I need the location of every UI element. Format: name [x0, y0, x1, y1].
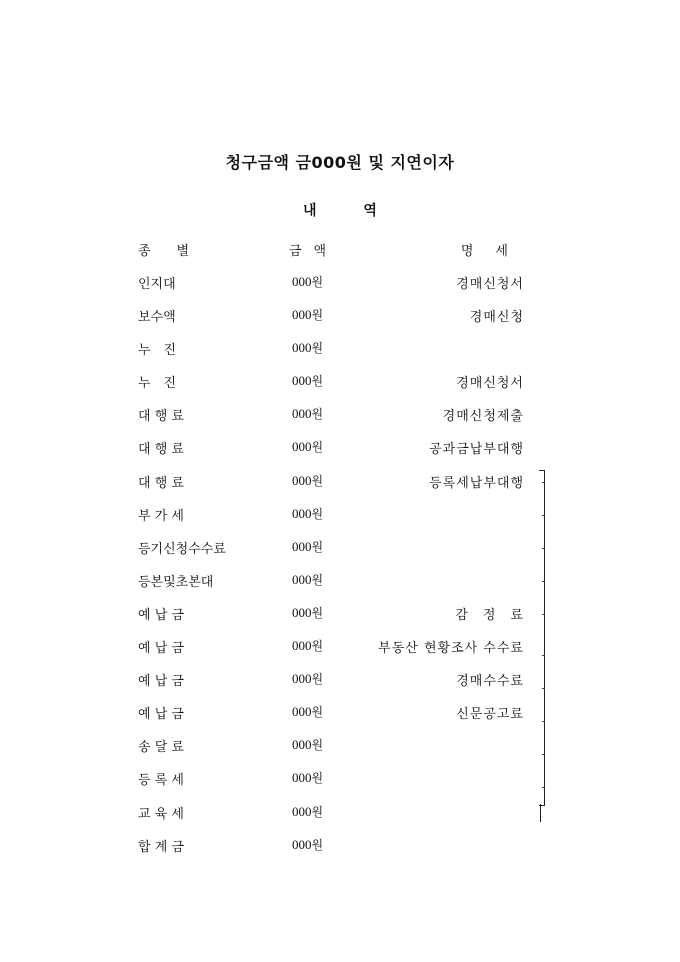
row-category: 예 납 금 [138, 607, 184, 623]
row-amount-value: 000 [292, 406, 312, 422]
bracket-tick [542, 515, 545, 516]
row-category: 송 달 료 [138, 740, 184, 756]
row-detail: 경매신청제출 [442, 409, 524, 425]
row-category: 예 납 금 [138, 641, 184, 657]
table-row [0, 372, 680, 405]
row-category: 교 육 세 [138, 806, 184, 822]
row-amount [292, 372, 323, 389]
row-amount-unit: 원 [311, 407, 324, 422]
row-amount [292, 472, 323, 489]
row-amount-unit: 원 [311, 771, 324, 786]
table-row [0, 637, 680, 670]
row-amount [292, 273, 323, 290]
row-category: 예 납 금 [138, 707, 184, 723]
row-category: 부 가 세 [138, 508, 184, 524]
row-category: 인지대 [138, 277, 176, 292]
row-amount-unit: 원 [311, 705, 324, 720]
row-amount-unit: 원 [311, 572, 324, 587]
table-row [0, 472, 680, 505]
row-category: 대 행 료 [138, 442, 184, 458]
row-amount-value: 000 [292, 307, 312, 323]
row-amount [292, 438, 323, 455]
row-detail: 감 정 료 [455, 607, 524, 623]
row-amount-unit: 원 [311, 738, 324, 753]
header-category: 종별 [138, 244, 216, 259]
row-amount-value: 000 [292, 638, 312, 654]
row-amount-value: 000 [292, 340, 312, 356]
table-row [0, 670, 680, 703]
row-amount [292, 670, 323, 687]
bracket-tick [542, 581, 545, 582]
table-row [0, 405, 680, 438]
row-amount-value: 000 [292, 274, 312, 289]
row-amount-value: 000 [292, 836, 312, 852]
row-category: 등기신청수수료 [138, 541, 226, 557]
row-detail: 경매신청서 [456, 376, 524, 392]
row-detail: 신문공고료 [456, 707, 524, 723]
row-amount [292, 703, 323, 720]
header-amount: 금액 [289, 244, 339, 259]
row-detail: 경매신청서 [456, 277, 524, 292]
bracket-tick [542, 721, 545, 722]
row-amount-value: 000 [292, 505, 312, 521]
row-category: 등 록 세 [138, 773, 184, 789]
table-row [0, 571, 680, 604]
row-amount-unit: 원 [311, 374, 324, 389]
table-header [0, 240, 680, 260]
row-amount [292, 769, 323, 786]
table-row [0, 538, 680, 571]
section-subtitle: 내 역 [303, 203, 377, 219]
row-amount-unit: 원 [311, 341, 324, 356]
row-amount-unit: 원 [311, 440, 324, 455]
table-row [0, 803, 680, 836]
header-detail: 명세 [460, 244, 530, 259]
bracket-extension [540, 804, 541, 822]
row-detail: 등록세납부대행 [429, 475, 524, 491]
bracket-tick [542, 787, 545, 788]
row-category: 보수액 [138, 310, 176, 326]
row-detail: 공과금납부대행 [429, 442, 524, 458]
table-row [0, 736, 680, 769]
itemized-table [0, 273, 680, 869]
row-amount-value: 000 [292, 671, 312, 687]
row-category: 대 행 료 [138, 409, 184, 425]
row-amount-value: 000 [292, 373, 312, 389]
row-amount-unit: 원 [311, 804, 324, 819]
bracket-tick [542, 548, 545, 549]
row-amount-unit: 원 [311, 639, 324, 654]
row-amount-value: 000 [292, 704, 312, 720]
row-amount [292, 306, 323, 323]
row-amount [292, 604, 323, 621]
row-amount-unit: 원 [311, 605, 324, 620]
bracket-tick [542, 614, 545, 615]
row-category: 예 납 금 [138, 674, 184, 690]
row-amount-value: 000 [292, 803, 312, 819]
row-amount-unit: 원 [311, 539, 324, 554]
table-row [0, 438, 680, 471]
row-amount [292, 836, 323, 853]
row-amount-value: 000 [292, 737, 312, 753]
row-amount-value: 000 [292, 571, 312, 587]
row-amount [292, 736, 323, 753]
row-amount [292, 637, 323, 654]
row-detail: 경매신청 [469, 310, 524, 326]
table-row [0, 769, 680, 802]
table-row [0, 339, 680, 372]
table-row [0, 505, 680, 538]
document-title: 청구금액 금000원 및 지연이자 [225, 153, 455, 172]
table-row [0, 836, 680, 869]
row-amount-unit: 원 [311, 473, 324, 488]
bracket-tick [542, 688, 545, 689]
bracket-tick [542, 655, 545, 656]
row-detail: 경매수수료 [456, 674, 524, 690]
row-amount-unit: 원 [311, 275, 324, 289]
table-row [0, 703, 680, 736]
row-category: 대 행 료 [138, 475, 184, 491]
row-amount-value: 000 [292, 770, 312, 786]
bracket-tick [542, 482, 545, 483]
row-amount [292, 571, 323, 588]
row-amount-unit: 원 [311, 837, 324, 852]
bracket-tick [542, 754, 545, 755]
grouping-bracket [539, 470, 545, 806]
row-amount-unit: 원 [311, 506, 324, 521]
row-amount-unit: 원 [311, 672, 324, 687]
row-category: 누 진 [138, 376, 177, 392]
row-amount-value: 000 [292, 604, 312, 620]
row-amount [292, 405, 323, 422]
row-detail: 부동산 현황조사 수수료 [378, 641, 524, 657]
row-amount [292, 538, 323, 555]
row-amount-value: 000 [292, 472, 312, 488]
row-amount-value: 000 [292, 538, 312, 554]
row-category: 누 진 [138, 343, 177, 359]
row-category: 등본및초본대 [138, 574, 214, 590]
row-amount-value: 000 [292, 439, 312, 455]
row-amount-unit: 원 [311, 308, 324, 323]
table-row [0, 604, 680, 637]
table-row [0, 306, 680, 339]
row-amount [292, 803, 323, 820]
table-row [0, 273, 680, 306]
row-amount [292, 505, 323, 522]
row-amount [292, 339, 323, 356]
row-category: 합 계 금 [138, 839, 184, 855]
